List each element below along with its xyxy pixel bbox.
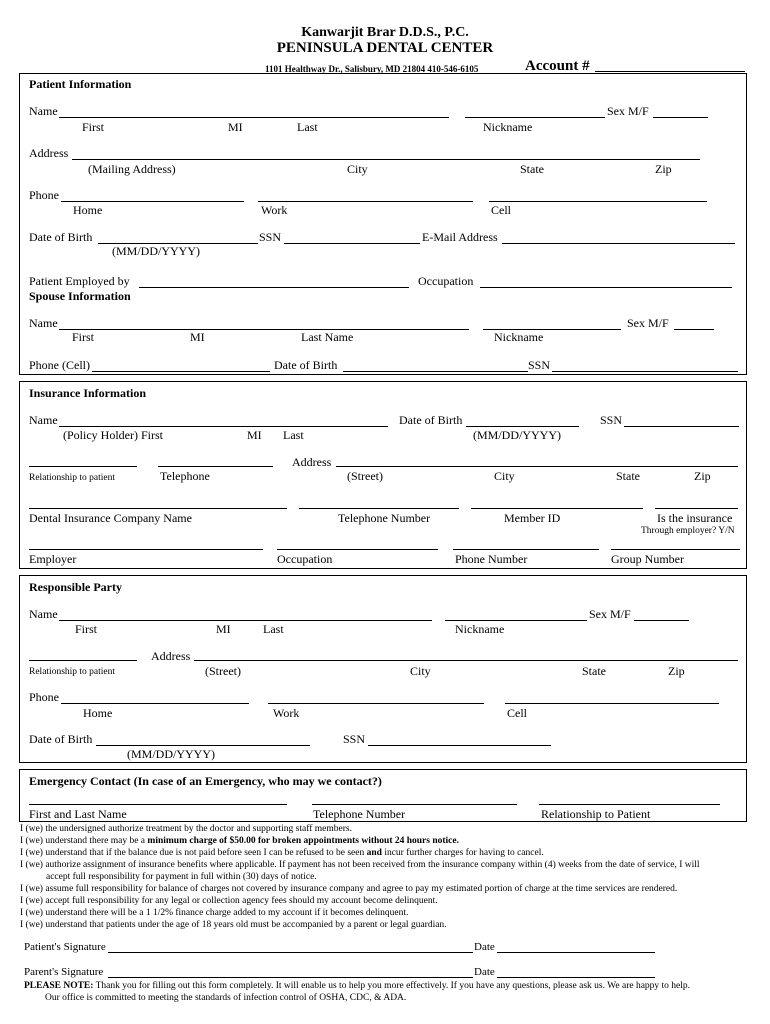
emergency-section-title: Emergency Contact (In case of an Emergency, who may we contact?) xyxy=(29,774,382,788)
rp-last-label: Last xyxy=(263,622,284,636)
rp-first-label: First xyxy=(75,622,98,636)
ins-telephone-field[interactable] xyxy=(158,466,273,467)
ins-ssn-label: SSN xyxy=(600,413,623,427)
patient-ssn-field[interactable] xyxy=(284,243,420,244)
rp-name-field[interactable] xyxy=(59,620,432,621)
spouse-sex-field[interactable] xyxy=(674,329,714,330)
parent-date-label: Date xyxy=(474,966,495,978)
rp-city-label: City xyxy=(410,664,431,678)
ins-phone-number-field[interactable] xyxy=(453,549,599,550)
cell-label: Cell xyxy=(491,203,511,217)
rp-cell-label: Cell xyxy=(507,706,527,720)
insurance-section-title: Insurance Information xyxy=(29,386,147,400)
ins-member-id-field[interactable] xyxy=(471,508,643,509)
parent-signature-field[interactable] xyxy=(108,977,473,978)
email-label: E-Mail Address xyxy=(422,230,498,244)
ins-dob-label: Date of Birth xyxy=(399,413,463,427)
spouse-name-field[interactable] xyxy=(59,329,469,330)
patient-signature-field[interactable] xyxy=(108,952,473,953)
state-label: State xyxy=(520,162,544,176)
city-label: City xyxy=(347,162,368,176)
ins-street-label: (Street) xyxy=(347,469,383,483)
ins-zip-label: Zip xyxy=(694,469,711,483)
term-3-text-end: incur further charges for having to cancel. xyxy=(381,848,544,858)
ins-dob-format-label: (MM/DD/YYYY) xyxy=(473,428,561,442)
patient-employer-field[interactable] xyxy=(139,287,409,288)
em-relationship-field[interactable] xyxy=(539,804,720,805)
rp-nickname-label: Nickname xyxy=(455,622,505,636)
term-2-bold: minimum charge of $50.00 for broken appointments without 24 hours notice. xyxy=(147,836,459,846)
please-note-label: PLEASE NOTE: xyxy=(24,981,94,991)
term-6: I (we) accept full responsibility for any legal or collection agency fees should my account become delinquent. xyxy=(20,896,438,906)
work-label: Work xyxy=(261,203,288,217)
spouse-ssn-field[interactable] xyxy=(552,371,738,372)
rp-name-label: Name xyxy=(29,607,58,621)
mi-label: MI xyxy=(228,120,243,134)
rp-dob-format-label: (MM/DD/YYYY) xyxy=(127,747,215,761)
employed-label: Patient Employed by xyxy=(29,274,130,288)
spouse-section-title: Spouse Information xyxy=(29,289,131,303)
rp-home-label: Home xyxy=(83,706,113,720)
term-3-text: I (we) understand that if the balance due is not paid before seen I can be refused to be seen xyxy=(20,848,367,858)
spouse-phone-label: Phone (Cell) xyxy=(29,358,90,372)
rp-home-phone-field[interactable] xyxy=(61,703,249,704)
ins-state-label: State xyxy=(616,469,640,483)
spouse-sex-label: Sex M/F xyxy=(627,316,669,330)
term-3-bold: and xyxy=(366,848,382,858)
rp-sex-field[interactable] xyxy=(634,620,689,621)
rp-sex-label: Sex M/F xyxy=(589,607,631,621)
spouse-phone-field[interactable] xyxy=(92,371,270,372)
rp-nickname-field[interactable] xyxy=(445,620,587,621)
rp-ssn-label: SSN xyxy=(343,732,366,746)
phone-label: Phone xyxy=(29,188,59,202)
em-phone-field[interactable] xyxy=(312,804,517,805)
rp-relationship-field[interactable] xyxy=(29,660,137,661)
rp-phone-label: Phone xyxy=(29,690,59,704)
account-label: Account # xyxy=(525,58,590,74)
rp-dob-label: Date of Birth xyxy=(29,732,93,746)
spouse-dob-field[interactable] xyxy=(343,371,528,372)
patient-section-title: Patient Information xyxy=(29,77,132,91)
sex-label: Sex M/F xyxy=(607,104,649,118)
rp-dob-field[interactable] xyxy=(96,745,310,746)
spouse-name-label: Name xyxy=(29,316,58,330)
spouse-last-label: Last Name xyxy=(301,330,354,344)
ins-phone-number-label: Phone Number xyxy=(455,552,528,566)
patient-sex-field[interactable] xyxy=(653,117,708,118)
patient-date-label: Date xyxy=(474,941,495,953)
rp-cell-phone-field[interactable] xyxy=(505,703,719,704)
patient-signature-label: Patient's Signature xyxy=(24,941,106,953)
ins-tel-number-field[interactable] xyxy=(299,508,459,509)
work-phone-field[interactable] xyxy=(258,201,473,202)
ins-name-field[interactable] xyxy=(59,426,388,427)
ins-occupation-field[interactable] xyxy=(277,549,438,550)
ins-group-number-field[interactable] xyxy=(611,549,740,550)
dob-format-label: (MM/DD/YYYY) xyxy=(112,244,200,258)
responsible-section xyxy=(19,575,747,763)
rp-address-field[interactable] xyxy=(194,660,738,661)
ins-city-label: City xyxy=(494,469,515,483)
patient-occupation-field[interactable] xyxy=(480,287,732,288)
ins-employer-field[interactable] xyxy=(29,549,263,550)
ins-last-label: Last xyxy=(283,428,304,442)
patient-name-field[interactable] xyxy=(59,117,449,118)
practice-name: Kanwarjit Brar D.D.S., P.C. xyxy=(301,25,469,40)
spouse-nickname-label: Nickname xyxy=(494,330,544,344)
address-label: Address xyxy=(29,146,69,160)
name-label: Name xyxy=(29,104,58,118)
center-name: PENINSULA DENTAL CENTER xyxy=(276,40,494,56)
rp-work-label: Work xyxy=(273,706,300,720)
em-phone-label: Telephone Number xyxy=(313,807,406,821)
ins-member-id-label: Member ID xyxy=(504,511,561,525)
ins-mi-label: MI xyxy=(247,428,262,442)
rp-address-label: Address xyxy=(151,649,191,663)
patient-address-field[interactable] xyxy=(72,159,700,160)
parent-signature-label: Parent's Signature xyxy=(24,966,104,978)
first-label: First xyxy=(82,120,105,134)
ins-employer-label: Employer xyxy=(29,552,77,566)
term-8: I (we) understand that patients under the age of 18 years old must be accompanied by a parent or legal guardian. xyxy=(20,920,447,930)
ins-group-number-label: Group Number xyxy=(611,552,684,566)
rp-relationship-label: Relationship to patient xyxy=(29,667,116,677)
term-4-cont: accept full responsibility for payment in full within (30) days of notice. xyxy=(46,872,317,882)
ins-company-label: Dental Insurance Company Name xyxy=(29,511,192,525)
ins-name-label: Name xyxy=(29,413,58,427)
rp-ssn-field[interactable] xyxy=(368,745,551,746)
home-phone-field[interactable] xyxy=(61,201,244,202)
term-7: I (we) understand there will be a 1 1/2% finance charge added to my account if it becomes delinquent. xyxy=(20,908,409,918)
ins-is-insurance-label: Is the insurance xyxy=(657,511,733,525)
term-5: I (we) assume full responsibility for balance of charges not covered by insurance company and agree to pay my estimated portion of charge at the time services are rendered. xyxy=(20,884,678,894)
rp-zip-label: Zip xyxy=(668,664,685,678)
last-label: Last xyxy=(297,120,318,134)
mailing-address-label: (Mailing Address) xyxy=(88,162,176,176)
ins-relationship-label: Relationship to patient xyxy=(29,473,116,483)
ins-policy-first-label: (Policy Holder) First xyxy=(63,428,163,442)
spouse-mi-label: MI xyxy=(190,330,205,344)
ins-address-field[interactable] xyxy=(336,466,738,467)
ins-telephone-label: Telephone xyxy=(160,469,210,483)
ins-occupation-label: Occupation xyxy=(277,552,333,566)
patient-email-field[interactable] xyxy=(502,243,735,244)
ins-through-employer-field[interactable] xyxy=(655,508,738,509)
ins-company-field[interactable] xyxy=(29,508,287,509)
spouse-ssn-label: SSN xyxy=(528,358,551,372)
zip-label: Zip xyxy=(655,162,672,176)
ins-address-label: Address xyxy=(292,455,332,469)
term-4: I (we) authorize assignment of insurance benefits where applicable. If payment has not been received from the insurance company within (4) weeks from the date of service, I will xyxy=(20,860,700,870)
responsible-section-title: Responsible Party xyxy=(29,580,122,594)
ins-ssn-field[interactable] xyxy=(624,426,739,427)
parent-date-field[interactable] xyxy=(497,977,655,978)
nickname-label: Nickname xyxy=(483,120,533,134)
occupation-label: Occupation xyxy=(418,274,474,288)
ins-through-employer-label: Through employer? Y/N xyxy=(641,526,735,536)
infection-control-note: Our office is committed to meeting the standards of infection control of OSHA, CDC, & ADA. xyxy=(45,993,407,1003)
account-field[interactable] xyxy=(595,71,745,72)
cell-phone-field[interactable] xyxy=(489,201,707,202)
home-label: Home xyxy=(73,203,103,217)
rp-street-label: (Street) xyxy=(205,664,241,678)
em-name-field[interactable] xyxy=(29,804,287,805)
em-relationship-label: Relationship to Patient xyxy=(541,807,651,821)
ssn-label: SSN xyxy=(259,230,282,244)
patient-date-field[interactable] xyxy=(497,952,655,953)
patient-nickname-field[interactable] xyxy=(465,117,605,118)
term-1: I (we) the undersigned authorize treatment by the doctor and supporting staff members. xyxy=(20,824,352,834)
term-2-text: I (we) understand there may be a xyxy=(20,836,148,846)
practice-address: 1101 Healthway Dr., Salisbury, MD 21804 410-546-6105 xyxy=(265,64,479,74)
rp-state-label: State xyxy=(582,664,606,678)
ins-tel-number-label: Telephone Number xyxy=(338,511,431,525)
spouse-dob-label: Date of Birth xyxy=(274,358,338,372)
ins-relationship-field[interactable] xyxy=(29,466,137,467)
spouse-first-label: First xyxy=(72,330,95,344)
ins-dob-field[interactable] xyxy=(466,426,579,427)
rp-mi-label: MI xyxy=(216,622,231,636)
please-note-text: Thank you for filling out this form completely. It will enable us to help you more effectively. If you have any questions, please ask us. We are happy to help. xyxy=(93,981,691,991)
dob-label: Date of Birth xyxy=(29,230,93,244)
em-name-label: First and Last Name xyxy=(29,807,127,821)
rp-work-phone-field[interactable] xyxy=(268,703,484,704)
